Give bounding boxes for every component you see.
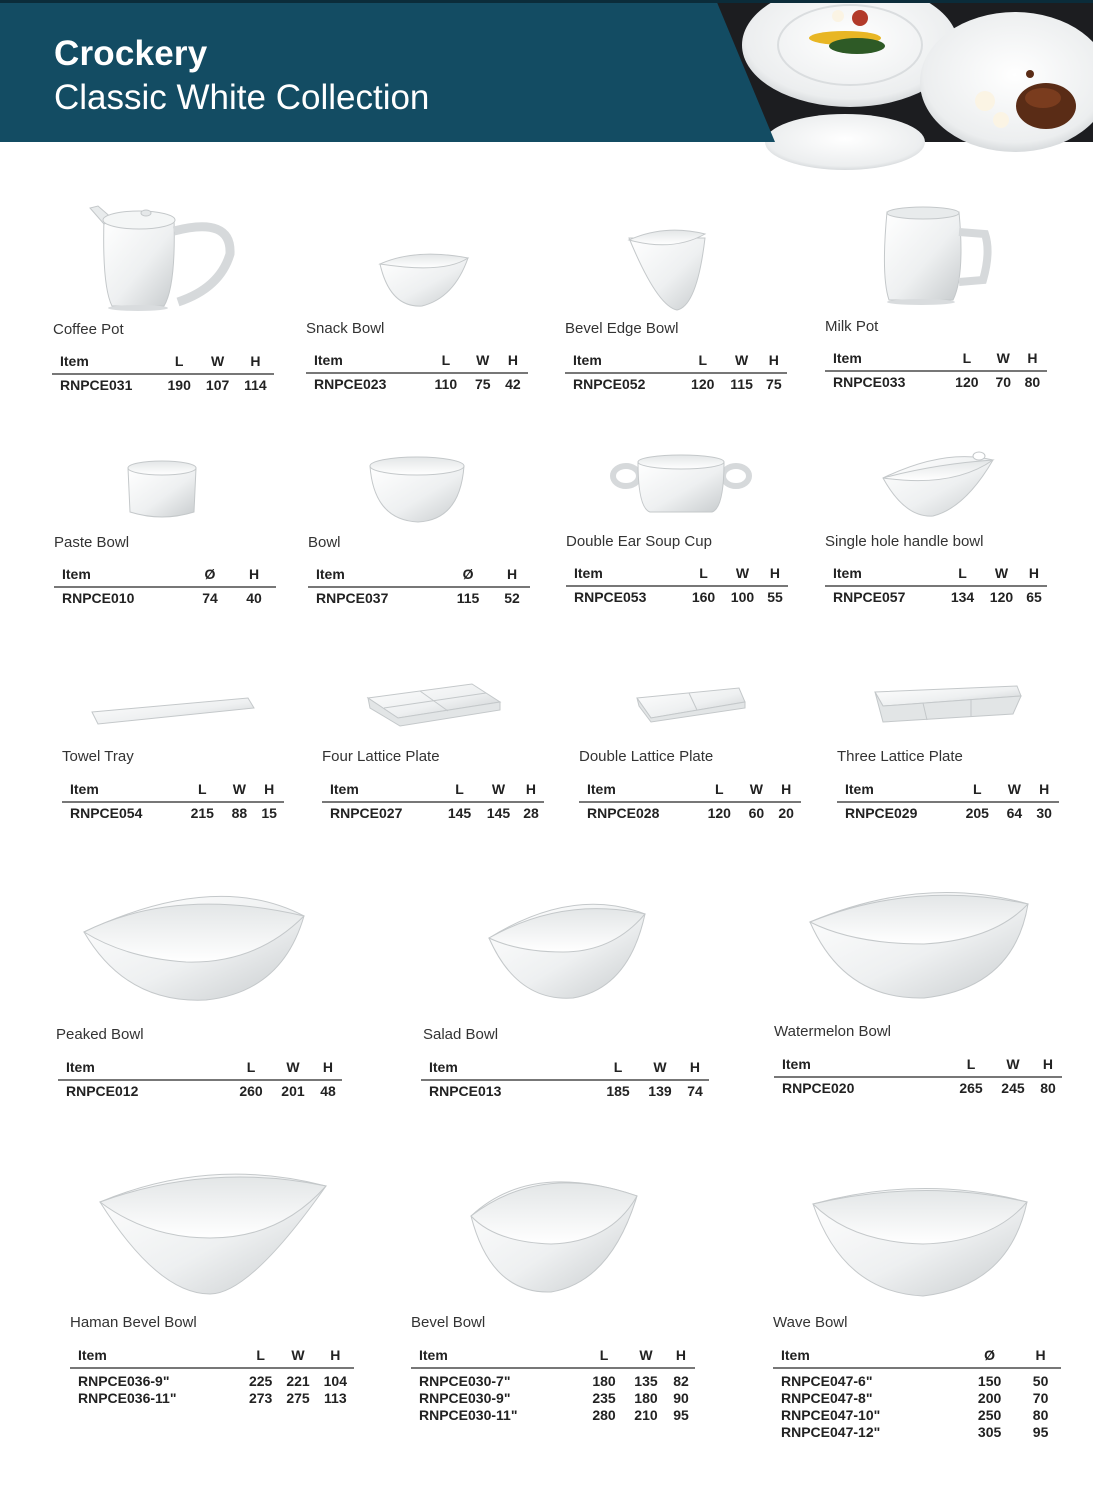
spec-row	[774, 1077, 1062, 1096]
col-item: Item	[579, 781, 697, 802]
dim-w: 88	[231, 805, 248, 821]
spec-header-row	[52, 353, 274, 374]
col-h: H	[518, 781, 544, 802]
col-item: Item	[565, 352, 683, 373]
item-code: RNPCE047-10"	[781, 1407, 881, 1423]
col-h: H	[254, 781, 284, 802]
item-code: RNPCE010	[62, 590, 135, 606]
spec-header-row	[54, 566, 276, 587]
spec-row	[308, 587, 530, 606]
col-l: L	[697, 781, 742, 802]
spec-table	[70, 1347, 354, 1406]
spec-header-row	[421, 1059, 709, 1080]
product-name: Double Ear Soup Cup	[566, 533, 712, 550]
col-w: W	[723, 565, 762, 586]
product-name: Three Lattice Plate	[837, 748, 963, 765]
col-l: L	[943, 565, 982, 586]
col-l: L	[180, 781, 225, 802]
product-name: Single hole handle bowl	[825, 533, 984, 550]
dim-w: 75	[474, 376, 491, 392]
col-l: L	[683, 352, 722, 373]
spec-table	[411, 1347, 695, 1423]
spec-row	[54, 587, 276, 606]
four-lattice-plate-photo	[322, 668, 522, 738]
spec-row	[70, 1368, 354, 1389]
spec-table	[565, 352, 787, 392]
dim-h: 48	[320, 1083, 336, 1099]
spec-row	[52, 374, 274, 393]
col-h: H	[237, 353, 274, 374]
spec-table	[52, 353, 274, 393]
dim-l: 260	[239, 1083, 263, 1099]
product-name: Peaked Bowl	[56, 1026, 144, 1043]
item-code: RNPCE012	[66, 1083, 139, 1099]
snack-bowl-photo	[306, 196, 486, 316]
spec-header-row	[58, 1059, 342, 1080]
dim-h: 80	[1024, 374, 1041, 390]
item-code: RNPCE052	[573, 376, 646, 392]
col-h: H	[1034, 1056, 1062, 1077]
dim-l: 190	[167, 377, 191, 393]
item-code: RNPCE020	[782, 1080, 855, 1096]
dim-h: 80	[1032, 1407, 1049, 1423]
dim-h: 30	[1036, 805, 1052, 821]
page-title: Crockery	[54, 34, 208, 73]
spec-row	[411, 1389, 695, 1406]
dim-w: 60	[748, 805, 765, 821]
col-dia: Ø	[188, 566, 232, 587]
dim-l: 120	[955, 374, 979, 390]
item-code: RNPCE054	[70, 805, 143, 821]
spec-row	[322, 802, 544, 821]
col-w: W	[198, 353, 236, 374]
spec-row	[411, 1406, 695, 1423]
dim-dia: 250	[977, 1407, 1002, 1423]
haman-bevel-bowl-photo	[70, 1156, 340, 1306]
spec-table	[421, 1059, 709, 1099]
header-top-line	[0, 0, 1093, 3]
product-name: Salad Bowl	[423, 1026, 499, 1043]
col-w: W	[982, 565, 1021, 586]
dim-l: 235	[592, 1390, 616, 1406]
dim-l: 120	[707, 805, 731, 821]
col-w: W	[272, 1059, 314, 1080]
spec-row	[579, 802, 801, 821]
spec-header-row	[565, 352, 787, 373]
col-item: Item	[774, 1056, 950, 1077]
spec-header-row	[825, 350, 1047, 371]
dim-w: 275	[286, 1390, 310, 1406]
dim-l: 265	[959, 1080, 983, 1096]
col-h: H	[771, 781, 801, 802]
col-w: W	[468, 352, 498, 373]
spec-header-row	[774, 1056, 1062, 1077]
col-w: W	[992, 1056, 1034, 1077]
col-l: L	[597, 1059, 639, 1080]
header-plate-bottom	[765, 114, 925, 170]
dim-l: 145	[447, 805, 472, 821]
dim-h: 82	[673, 1373, 689, 1389]
col-item: Item	[70, 1347, 242, 1368]
spec-table	[306, 352, 528, 392]
dim-w: 135	[634, 1373, 658, 1389]
dim-l: 180	[592, 1373, 616, 1389]
spec-header-row	[322, 781, 544, 802]
item-code: RNPCE047-8"	[781, 1390, 873, 1406]
col-dia: Ø	[959, 1347, 1020, 1368]
spec-table	[837, 781, 1059, 821]
spec-row	[565, 373, 787, 392]
col-l: L	[242, 1347, 279, 1368]
dim-l: 273	[248, 1390, 273, 1406]
col-item: Item	[58, 1059, 230, 1080]
col-h: H	[681, 1059, 709, 1080]
col-w: W	[639, 1059, 681, 1080]
spec-row	[62, 802, 284, 821]
header-garnish-cream-3	[832, 10, 844, 22]
dim-dia: 150	[977, 1373, 1002, 1389]
item-code: RNPCE047-6"	[781, 1373, 873, 1389]
product-name: Milk Pot	[825, 318, 879, 335]
spec-header-row	[579, 781, 801, 802]
header-garnish-cream-2	[993, 112, 1009, 128]
item-code: RNPCE029	[845, 805, 918, 821]
header-dessert-cake-top	[1025, 88, 1061, 108]
dim-w: 107	[205, 377, 230, 393]
dim-l: 280	[592, 1407, 616, 1423]
col-l: L	[440, 781, 479, 802]
item-code: RNPCE030-9"	[419, 1390, 511, 1406]
col-l: L	[955, 781, 1000, 802]
dim-w: 210	[634, 1407, 658, 1423]
col-dia: Ø	[442, 566, 494, 587]
product-name: Snack Bowl	[306, 320, 385, 337]
dim-w: 201	[281, 1083, 305, 1099]
spec-table	[774, 1056, 1062, 1096]
dim-l: 215	[190, 805, 214, 821]
dim-dia: 200	[977, 1390, 1002, 1406]
dim-h: 28	[523, 805, 539, 821]
dim-h: 15	[261, 805, 277, 821]
product-name: Wave Bowl	[773, 1314, 848, 1331]
col-item: Item	[306, 352, 424, 373]
dim-w: 70	[995, 374, 1012, 390]
salad-bowl-photo	[423, 866, 693, 1016]
peaked-bowl-photo	[56, 866, 326, 1016]
col-item: Item	[421, 1059, 597, 1080]
col-item: Item	[308, 566, 442, 587]
item-code: RNPCE057	[833, 589, 906, 605]
page-subtitle: Classic White Collection	[54, 78, 430, 117]
spec-table	[54, 566, 276, 606]
dim-h: 95	[673, 1407, 689, 1423]
col-w: W	[279, 1347, 316, 1368]
dim-w: 221	[286, 1373, 310, 1389]
dim-h: 95	[1032, 1424, 1049, 1440]
col-h: H	[494, 566, 530, 587]
spec-header-row	[62, 781, 284, 802]
wave-bowl-photo	[773, 1156, 1053, 1306]
col-item: Item	[566, 565, 684, 586]
dim-w: 100	[730, 589, 755, 605]
item-code: RNPCE027	[330, 805, 403, 821]
col-item: Item	[54, 566, 188, 587]
item-code: RNPCE047-12"	[781, 1424, 881, 1440]
item-code: RNPCE031	[60, 377, 133, 393]
spec-header-row	[825, 565, 1047, 586]
col-h: H	[314, 1059, 342, 1080]
col-w: W	[225, 781, 255, 802]
col-h: H	[1018, 350, 1047, 371]
dim-h: 80	[1040, 1080, 1056, 1096]
col-item: Item	[825, 350, 945, 371]
watermelon-bowl-photo	[774, 866, 1054, 1016]
spec-header-row	[411, 1347, 695, 1368]
spec-table	[322, 781, 544, 821]
header-garnish-herbs	[829, 38, 885, 54]
col-h: H	[232, 566, 276, 587]
item-code: RNPCE023	[314, 376, 387, 392]
bevel-edge-bowl-photo	[565, 196, 745, 316]
milk-pot-photo	[825, 196, 1015, 316]
col-w: W	[989, 350, 1018, 371]
dim-h: 104	[323, 1373, 347, 1389]
product-name: Watermelon Bowl	[774, 1023, 891, 1040]
product-name: Bowl	[308, 534, 341, 551]
dim-l: 160	[691, 589, 716, 605]
dim-l: 120	[691, 376, 715, 392]
spec-table	[62, 781, 284, 821]
product-name: Coffee Pot	[53, 321, 124, 338]
single-hole-handle-bowl-photo	[825, 446, 1015, 536]
spec-row	[825, 371, 1047, 390]
col-h: H	[667, 1347, 695, 1368]
spec-row	[58, 1080, 342, 1099]
coffee-pot-photo	[52, 196, 242, 316]
product-name: Bevel Edge Bowl	[565, 320, 679, 337]
spec-table	[566, 565, 788, 605]
dim-l: 205	[965, 805, 989, 821]
col-l: L	[583, 1347, 625, 1368]
dim-dia: 115	[456, 590, 480, 606]
spec-header-row	[306, 352, 528, 373]
dim-h: 74	[687, 1083, 703, 1099]
col-w: W	[479, 781, 518, 802]
dim-w: 145	[486, 805, 511, 821]
three-lattice-plate-photo	[837, 668, 1037, 738]
dim-w: 120	[989, 589, 1014, 605]
col-item: Item	[773, 1347, 959, 1368]
dim-h: 113	[324, 1390, 347, 1406]
header-garnish-red	[852, 10, 868, 26]
product-name: Bevel Bowl	[411, 1314, 486, 1331]
col-l: L	[684, 565, 723, 586]
dim-w: 64	[1006, 805, 1023, 821]
spec-header-row	[308, 566, 530, 587]
dim-w: 139	[648, 1083, 672, 1099]
dim-l: 110	[434, 376, 458, 392]
dim-l: 134	[950, 589, 975, 605]
col-h: H	[317, 1347, 354, 1368]
page-header	[0, 0, 1093, 142]
spec-row	[306, 373, 528, 392]
bevel-bowl-photo	[411, 1156, 681, 1306]
double-lattice-plate-photo	[579, 668, 779, 738]
dim-h: 55	[767, 589, 783, 605]
dim-h: 40	[246, 590, 262, 606]
product-name: Paste Bowl	[54, 534, 130, 551]
dim-w: 180	[634, 1390, 658, 1406]
dim-w: 115	[730, 376, 753, 392]
spec-row	[566, 586, 788, 605]
dim-l: 225	[248, 1373, 273, 1389]
col-item: Item	[411, 1347, 583, 1368]
spec-header-row	[837, 781, 1059, 802]
item-code: RNPCE028	[587, 805, 660, 821]
spec-row	[773, 1406, 1061, 1423]
double-ear-soup-cup-photo	[566, 446, 756, 536]
col-l: L	[950, 1056, 992, 1077]
col-l: L	[945, 350, 989, 371]
col-item: Item	[62, 781, 180, 802]
col-h: H	[498, 352, 528, 373]
item-code: RNPCE030-7"	[419, 1373, 511, 1389]
spec-row	[421, 1080, 709, 1099]
spec-table	[825, 565, 1047, 605]
col-h: H	[1029, 781, 1059, 802]
col-h: H	[762, 565, 788, 586]
col-w: W	[1000, 781, 1030, 802]
col-item: Item	[322, 781, 440, 802]
spec-row	[70, 1389, 354, 1406]
dim-dia: 74	[202, 590, 218, 606]
col-l: L	[230, 1059, 272, 1080]
spec-row	[837, 802, 1059, 821]
header-garnish-berry	[1026, 70, 1034, 78]
towel-tray-photo	[62, 668, 262, 738]
dim-h: 42	[505, 376, 521, 392]
item-code: RNPCE037	[316, 590, 389, 606]
spec-row	[411, 1368, 695, 1389]
product-name: Four Lattice Plate	[322, 748, 440, 765]
bowl-photo	[308, 446, 488, 536]
product-name: Haman Bevel Bowl	[70, 1314, 197, 1331]
paste-bowl-photo	[54, 446, 234, 536]
col-item: Item	[52, 353, 160, 374]
col-item: Item	[825, 565, 943, 586]
col-h: H	[761, 352, 787, 373]
spec-table	[308, 566, 530, 606]
dim-w: 245	[1001, 1080, 1025, 1096]
product-name: Towel Tray	[62, 748, 134, 765]
spec-row	[773, 1389, 1061, 1406]
dim-h: 50	[1032, 1373, 1049, 1389]
spec-table	[825, 350, 1047, 390]
dim-h: 114	[244, 377, 267, 393]
col-h: H	[1021, 565, 1047, 586]
col-l: L	[424, 352, 468, 373]
dim-h: 70	[1032, 1390, 1049, 1406]
spec-table	[773, 1347, 1061, 1440]
spec-row	[773, 1423, 1061, 1440]
col-w: W	[742, 781, 772, 802]
dim-h: 90	[673, 1390, 689, 1406]
dim-dia: 305	[977, 1424, 1002, 1440]
item-code: RNPCE036-11"	[78, 1390, 177, 1406]
spec-header-row	[773, 1347, 1061, 1368]
spec-table	[579, 781, 801, 821]
item-code: RNPCE053	[574, 589, 647, 605]
dim-h: 75	[766, 376, 782, 392]
spec-header-row	[566, 565, 788, 586]
spec-row	[773, 1368, 1061, 1389]
col-item: Item	[837, 781, 955, 802]
dim-l: 185	[606, 1083, 630, 1099]
dim-h: 52	[504, 590, 520, 606]
item-code: RNPCE013	[429, 1083, 502, 1099]
col-w: W	[722, 352, 760, 373]
item-code: RNPCE030-11"	[419, 1407, 518, 1423]
spec-row	[825, 586, 1047, 605]
item-code: RNPCE036-9"	[78, 1373, 170, 1389]
col-l: L	[160, 353, 198, 374]
item-code: RNPCE033	[833, 374, 906, 390]
dim-h: 65	[1026, 589, 1042, 605]
col-w: W	[625, 1347, 667, 1368]
product-name: Double Lattice Plate	[579, 748, 714, 765]
dim-h: 20	[778, 805, 794, 821]
header-garnish-cream	[975, 91, 995, 111]
col-h: H	[1020, 1347, 1061, 1368]
spec-header-row	[70, 1347, 354, 1368]
spec-table	[58, 1059, 342, 1099]
